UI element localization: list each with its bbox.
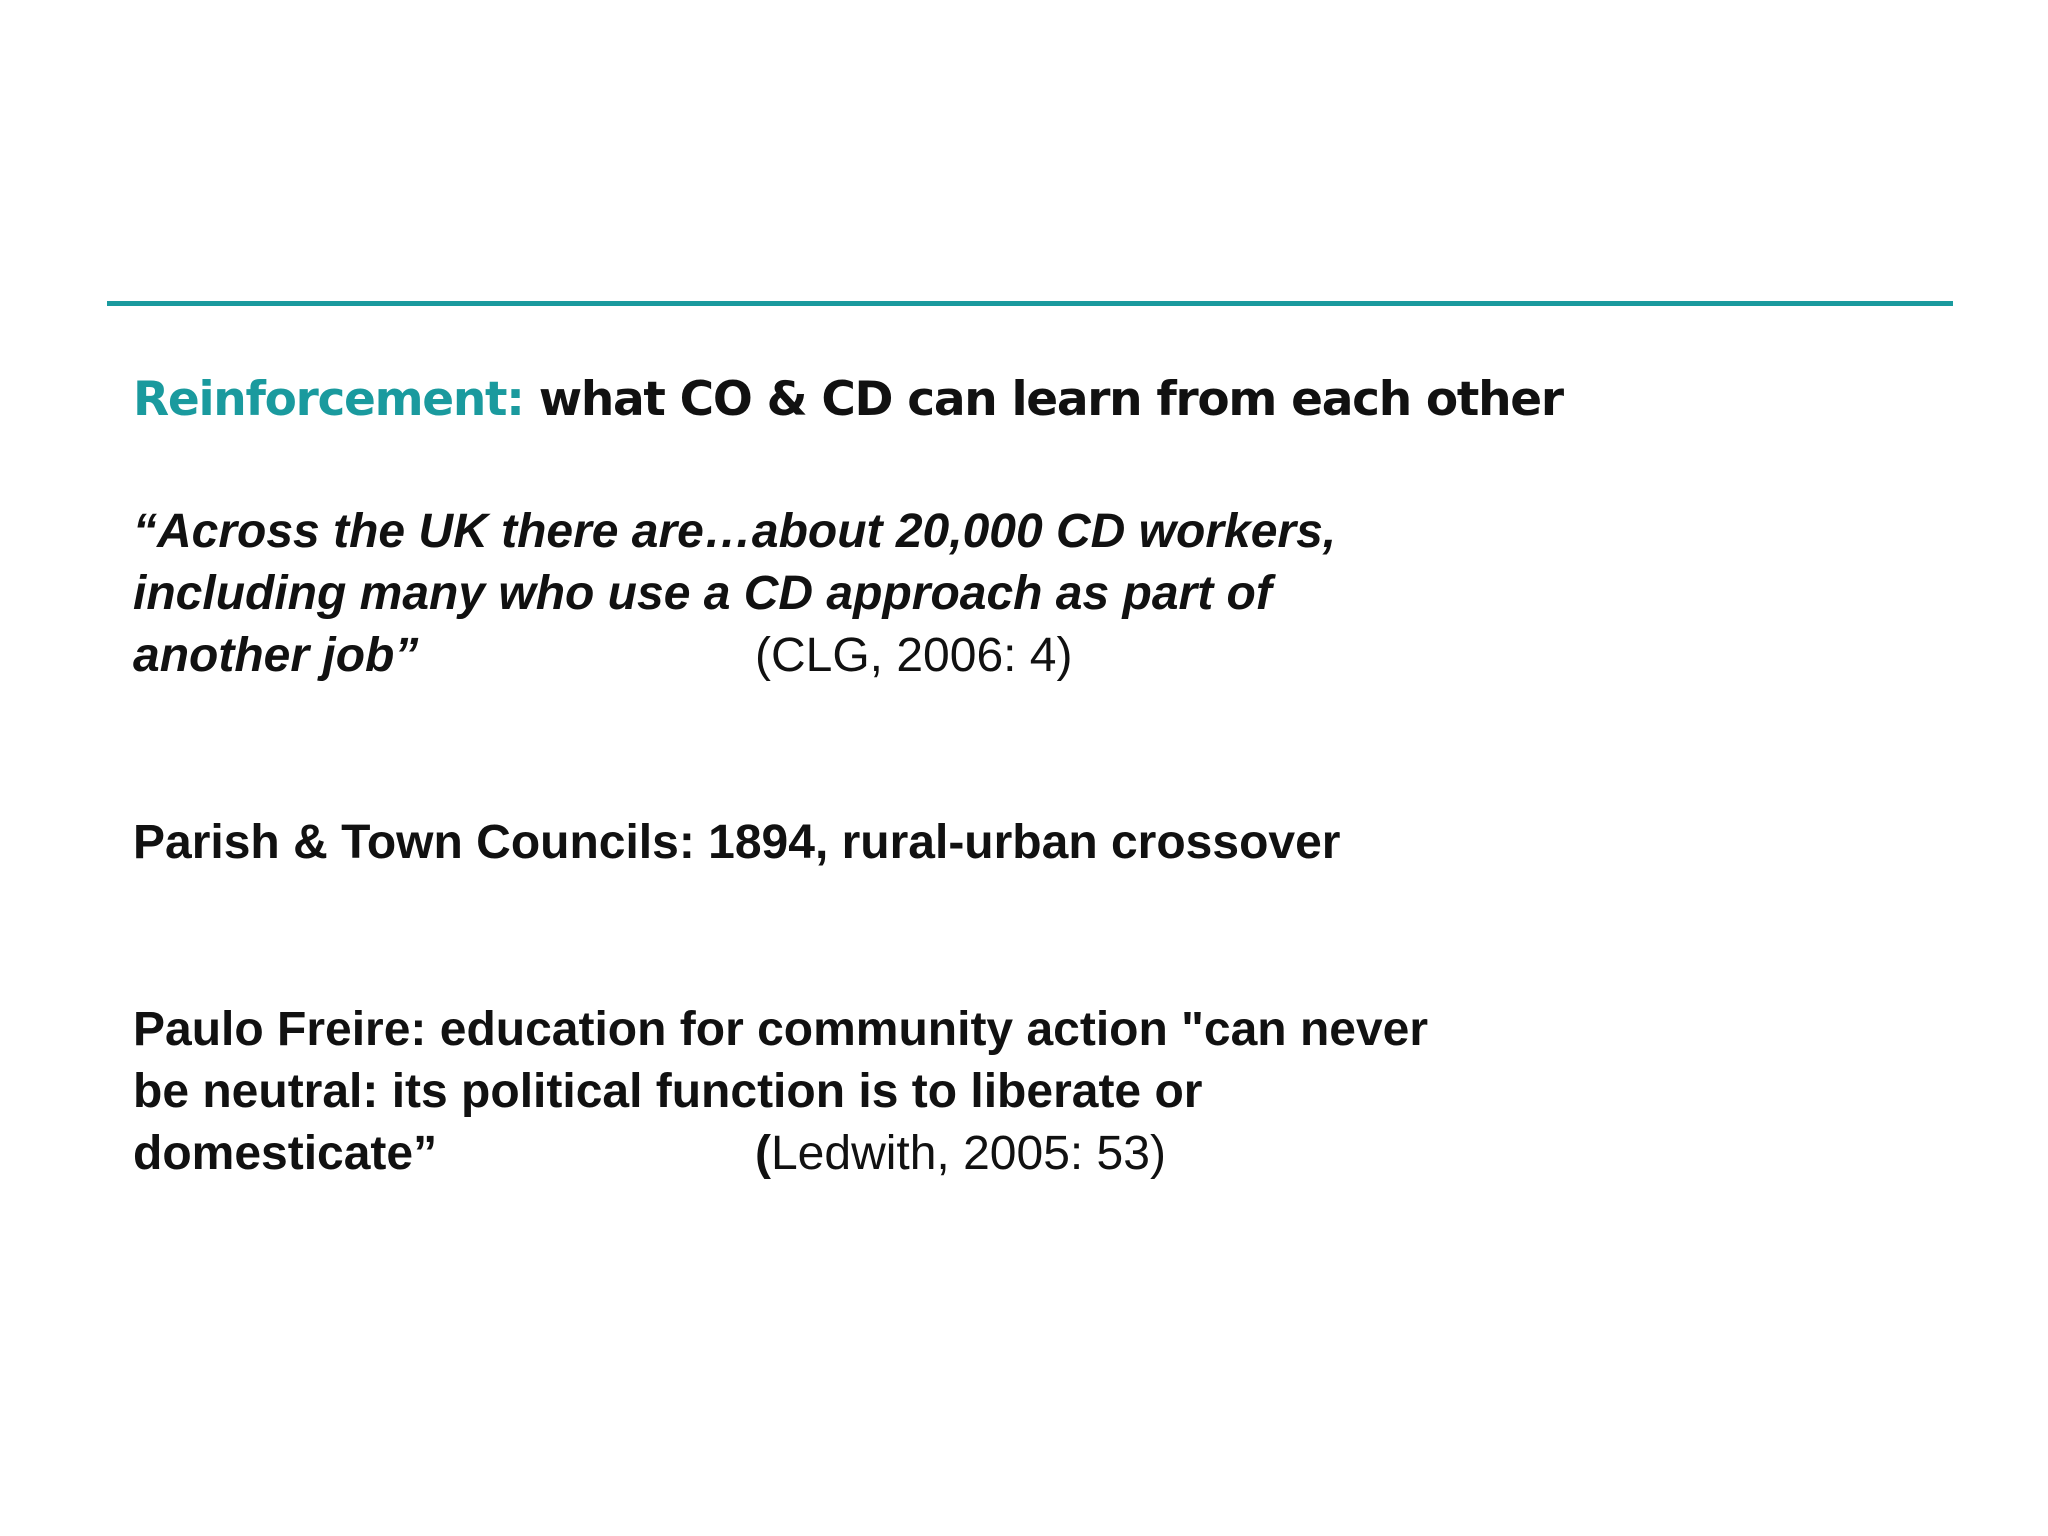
section-heading xyxy=(133,372,1563,428)
quote-line: including many who use a CD approach as part of xyxy=(133,567,1272,620)
freire-citation-open: ( xyxy=(755,1127,771,1180)
freire-line: Paulo Freire: education for community action "can never xyxy=(133,1003,1429,1056)
freire-quote xyxy=(133,999,1428,1185)
freire-line-text: domesticate” xyxy=(133,1127,438,1180)
heading-accent: Reinforcement: xyxy=(133,372,524,427)
freire-line: be neutral: its political function is to liberate or xyxy=(133,1065,1203,1118)
heading-text: what CO & CD can learn from each other xyxy=(523,372,1563,427)
freire-citation-text: Ledwith, 2005: 53) xyxy=(770,1127,1166,1180)
parish-line: Parish & Town Councils: 1894, rural-urban crossover xyxy=(133,816,1341,869)
quote-line: “Across the UK there are…about 20,000 CD workers, xyxy=(133,505,1337,558)
title-divider-line xyxy=(107,301,1953,306)
parish-councils-point xyxy=(133,812,1340,874)
freire-citation xyxy=(755,1123,1166,1185)
quote-citation: (CLG, 2006: 4) xyxy=(755,629,1073,682)
quote-line-last xyxy=(133,625,1336,687)
quote-clg xyxy=(133,501,1336,687)
quote-line-text: another job” xyxy=(133,629,419,682)
freire-line-last xyxy=(133,1123,1428,1185)
